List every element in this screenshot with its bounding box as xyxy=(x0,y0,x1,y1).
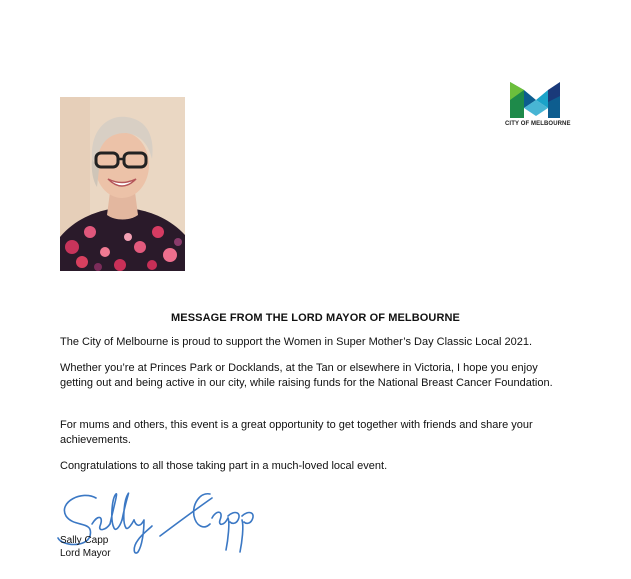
paragraph-locations: Whether you’re at Princes Park or Docklands, at the Tan or elsewhere in Victoria, I hope you enjoy getting out and being active in our city, while raising funds for the National Breast Cancer Foundation. xyxy=(60,362,553,389)
logo-caption: CITY OF MELBOURNE xyxy=(505,121,571,127)
signatory-name: Sally Capp xyxy=(60,535,109,546)
paragraph-congratulations: Congratulations to all those taking part in a much-loved local event. xyxy=(60,460,388,472)
paragraph-opportunity: For mums and others, this event is a great opportunity to get together with friends and share your achievements. xyxy=(60,419,533,446)
paragraph-support: The City of Melbourne is proud to support the Women in Super Mother’s Day Classic Local 2021. xyxy=(60,336,533,348)
signatory-title: Lord Mayor xyxy=(60,548,111,559)
lord-mayor-portrait xyxy=(60,97,185,271)
page-title: MESSAGE FROM THE LORD MAYOR OF MELBOURNE xyxy=(171,312,460,324)
